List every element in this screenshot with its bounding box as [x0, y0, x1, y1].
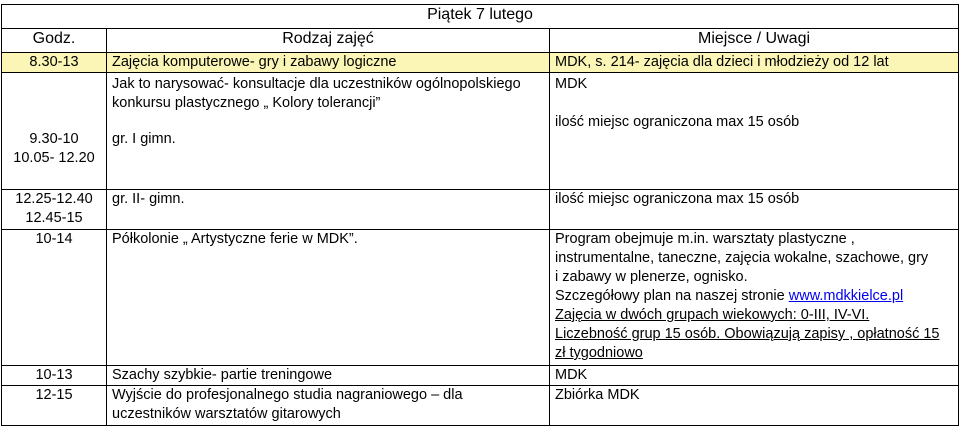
- schedule-table: [1, 4, 959, 426]
- place-note: ilość miejsc ograniczona max 15 osób: [555, 114, 800, 130]
- header-activity: Rodzaj zajęć: [107, 29, 550, 53]
- row-activity: Półkolonie „ Artystyczne ferie w MDK”.: [107, 230, 550, 366]
- activity-line: Jak to narysować- konsultacje dla uczestników ogólnopolskiego: [112, 76, 521, 92]
- place-line: Zajęcia w dwóch grupach wiekowych: 0-III, IV-VI.: [555, 307, 870, 323]
- place-line: instrumentalne, taneczne, zajęcia wokalne, szachowe, gry: [555, 250, 929, 266]
- row-activity: Szachy szybkie- partie treningowe: [107, 366, 550, 386]
- activity-line: Wyjście do profesjonalnego studia nagraniowego – dla: [112, 387, 463, 403]
- website-link[interactable]: www.mdkkielce.pl: [788, 288, 904, 304]
- row-place: ilość miejsc ograniczona max 15 osób: [550, 190, 959, 230]
- table-row: [2, 366, 959, 386]
- row-time: 8.30-13: [2, 53, 107, 73]
- title-row: [2, 5, 959, 29]
- row-time: 12-15: [2, 386, 107, 426]
- table-row: [2, 190, 959, 230]
- table-row: [2, 230, 959, 366]
- row-time: 10-13: [2, 366, 107, 386]
- table-row: [2, 53, 959, 73]
- row-time: [2, 73, 107, 190]
- place-line: Liczebność grup 15 osób. Obowiązują zapisy , opłatność 15: [555, 326, 940, 342]
- row-place: [550, 73, 959, 190]
- row-place: MDK, s. 214- zajęcia dla dzieci i młodzieży od 12 lat: [550, 53, 959, 73]
- place-line-prefix: Szczegółowy plan na naszej stronie: [555, 288, 789, 304]
- row-activity: [107, 73, 550, 190]
- place-line: MDK: [555, 76, 588, 92]
- activity-group: gr. I gimn.: [112, 131, 176, 147]
- row-activity: Zajęcia komputerowe- gry i zabawy logiczne: [107, 53, 550, 73]
- row-activity: gr. II- gimn.: [107, 190, 550, 230]
- activity-line: uczestników warsztatów gitarowych: [112, 406, 341, 422]
- row-place: [550, 230, 959, 366]
- time-slot: 10.05- 12.20: [13, 150, 95, 166]
- time-slot: 12.45-15: [25, 210, 83, 226]
- place-line: [555, 287, 953, 306]
- row-place: Zbiórka MDK: [550, 386, 959, 426]
- row-activity: [107, 386, 550, 426]
- row-place: MDK: [550, 366, 959, 386]
- activity-line: konkursu plastycznego „ Kolory tolerancji”: [112, 95, 381, 111]
- header-place: Miejsce / Uwagi: [550, 29, 959, 53]
- place-line: Program obejmuje m.in. warsztaty plastyczne ,: [555, 231, 855, 247]
- place-line: zł tygodniowo: [555, 345, 643, 361]
- place-line: i zabawy w plenerze, ognisko.: [555, 269, 748, 285]
- table-row: [2, 73, 959, 190]
- day-title: Piątek 7 lutego: [2, 5, 959, 29]
- header-row: [2, 29, 959, 53]
- table-row: [2, 386, 959, 426]
- header-time: Godz.: [2, 29, 107, 53]
- row-time: [2, 190, 107, 230]
- time-slot: 9.30-10: [29, 131, 79, 147]
- row-time: 10-14: [2, 230, 107, 366]
- time-slot: 12.25-12.40: [15, 191, 93, 207]
